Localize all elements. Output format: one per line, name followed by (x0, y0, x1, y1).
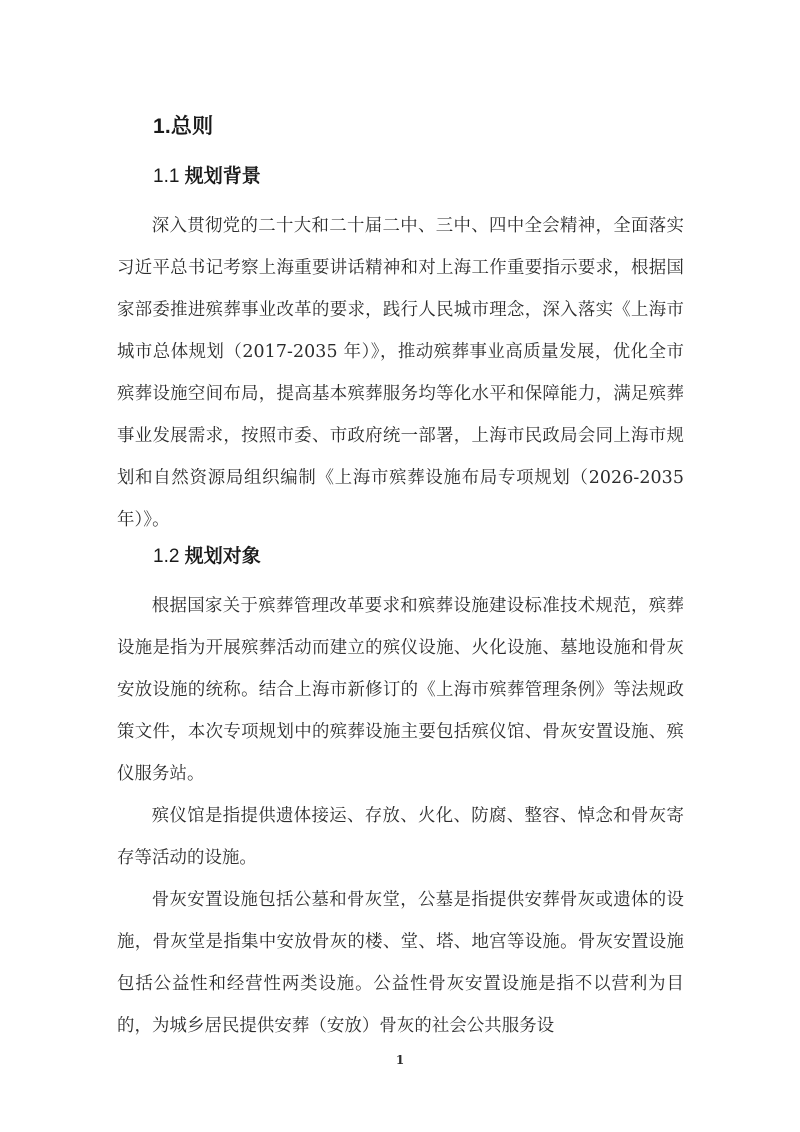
section-title-1-1: 规划背景 (184, 166, 261, 187)
section-heading-1-1-wrapper (117, 161, 261, 188)
section-number-1-2: 1.2 (153, 546, 180, 567)
paragraph-ash-facility-definition: 骨灰安置设施包括公墓和骨灰堂，公墓是指提供安葬骨灰或遗体的设施，骨灰堂是指集中安放骨灰的楼、堂、塔、地宫等设施。骨灰安置设施包括公益性和经营性两类设施。公益性骨灰安置设施是指不以营利为目的，为城乡居民提供安葬（安放）骨灰的社会公共服务设 (117, 890, 684, 1036)
section-title-1-2: 规划对象 (184, 546, 261, 567)
chapter-heading-wrapper (117, 110, 213, 140)
section-heading-1-2-wrapper (117, 541, 261, 568)
paragraph-object-definition: 根据国家关于殡葬管理改革要求和殡葬设施建设标准技术规范，殡葬设施是指为开展殡葬活动而建立的殡仪设施、火化设施、墓地设施和骨灰安放设施的统称。结合上海市新修订的《上海市殡葬管理条例》等法规政策文件，本次专项规划中的殡葬设施主要包括殡仪馆、骨灰安置设施、殡仪服务站。 (117, 596, 684, 784)
paragraph-funeral-home-definition: 殡仪馆是指提供遗体接运、存放、火化、防腐、整容、悼念和骨灰寄存等活动的设施。 (117, 806, 684, 868)
chapter-heading: 1.总则 (153, 115, 214, 138)
section-heading-1-1 (153, 161, 261, 188)
paragraph-planning-background: 深入贯彻党的二十大和二十届二中、三中、四中全会精神，全面落实习近平总书记考察上海重要讲话精神和对上海工作重要指示要求，根据国家部委推进殡葬事业改革的要求，践行人民城市理念，深入落实《上海市城市总体规划（2017-2035 年）》，推动殡葬事业高质量发展，优化全市殡葬设施空间布局，提高基本殡葬服务均等化水平和保障能力，满足殡葬事业发展需求，按照市委、市政府统一部署，上海市民政局会同上海市规划和自然资源局组织编制《上海市殡葬设施布局专项规划（2026-2035 年）》。 (117, 216, 684, 530)
page-number: 1 (395, 1053, 405, 1067)
section-number-1-1: 1.1 (153, 166, 180, 187)
section-heading-1-2 (153, 541, 261, 568)
